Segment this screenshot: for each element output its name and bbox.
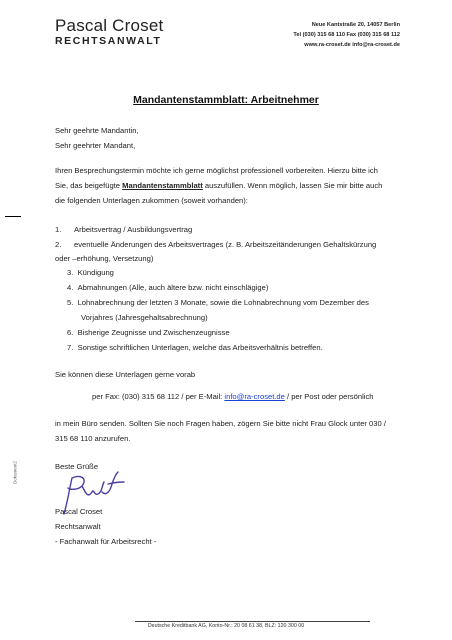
list-item xyxy=(67,268,114,277)
list-item xyxy=(67,343,323,352)
document-title: Mandantenstammblatt: Arbeitnehmer xyxy=(133,94,319,106)
send-post: / per Post oder persönlich xyxy=(284,392,374,401)
letterhead-subtitle: RECHTSANWALT xyxy=(55,35,162,47)
closing: Beste Grüße xyxy=(55,462,99,471)
intro-line-2-bold: Mandantenstammblatt xyxy=(122,181,203,190)
list-item xyxy=(67,283,268,292)
list-item xyxy=(67,328,230,337)
list-number: 6. xyxy=(67,328,74,337)
list-text: Lohnabrechnung der letzten 3 Monate, sowie die Lohnabrechnung vom Dezember des xyxy=(77,298,369,307)
letterhead-address: Neue Kantstraße 20, 14057 Berlin xyxy=(311,22,400,28)
letterhead-name: Pascal Croset xyxy=(55,16,164,35)
list-text: Sonstige schriftlichen Unterlagen, welche das Arbeitsverhältnis betreffen. xyxy=(77,343,323,352)
letterhead-web-email: www.ra-croset.de info@ra-croset.de xyxy=(304,42,400,48)
send-intro: Sie können diese Unterlagen gerne vorab xyxy=(55,370,196,379)
office-line-1: in mein Büro senden. Sollten Sie noch Fragen haben, zögern Sie bitte nicht Frau Glock unter 030 / xyxy=(55,419,386,428)
sign-specialty: - Fachanwalt für Arbeitsrecht - xyxy=(55,537,157,546)
list-item-continuation: oder –erhöhung, Versetzung) xyxy=(55,254,154,263)
greeting-line-1: Sehr geehrte Mandantin, xyxy=(55,126,139,135)
list-number: 1. xyxy=(55,225,62,234)
list-number: 4. xyxy=(67,283,74,292)
footer-bank-info: Deutsche Kreditbank AG, Konto-Nr.: 20 08 61 38, BLZ: 120 300 00 xyxy=(147,623,305,629)
office-line-2: 315 68 110 anzurufen. xyxy=(55,434,131,443)
intro-line-2 xyxy=(55,181,382,190)
side-document-note: Dokument2 xyxy=(12,461,18,485)
list-text: eventuelle Änderungen des Arbeitsvertrages (z. B. Arbeitszeitänderungen Gehaltskürzung xyxy=(74,240,377,249)
list-item xyxy=(55,225,192,234)
list-number: 5. xyxy=(67,298,74,307)
list-text: Bisherige Zeugnisse und Zwischenzeugnisse xyxy=(77,328,230,337)
send-options xyxy=(92,392,374,401)
sign-name: Pascal Croset xyxy=(55,507,103,516)
letterhead-phone-fax: Tel (030) 315 68 110 Fax (030) 315 68 112 xyxy=(293,32,400,38)
intro-line-2-pre: Sie, das beigefügte xyxy=(55,181,123,190)
list-item-continuation: Vorjahres (Jahresgehaltsabrechnung) xyxy=(81,313,208,322)
list-number: 3. xyxy=(67,268,74,277)
footer-divider xyxy=(135,621,370,622)
list-text: Kündigung xyxy=(77,268,114,277)
list-number: 7. xyxy=(67,343,74,352)
intro-line-3: die folgenden Unterlagen zukommen (soweit vorhanden): xyxy=(55,196,248,205)
sign-title: Rechtsanwalt xyxy=(55,522,101,531)
greeting-line-2: Sehr geehrter Mandant, xyxy=(55,141,136,150)
send-fax: per Fax: (030) 315 68 112 / per E-Mail: xyxy=(92,392,225,401)
email-link[interactable]: info@ra-croset.de xyxy=(224,392,285,401)
list-number: 2. xyxy=(55,240,62,249)
intro-line-1: Ihren Besprechungstermin möchte ich gerne möglichst professionell vorbereiten. Hierzu bitte ich xyxy=(55,166,378,175)
list-text: Abmahnungen (Alle, auch ältere bzw. nicht einschlägige) xyxy=(77,283,269,292)
list-item xyxy=(67,298,369,307)
list-item xyxy=(55,240,376,249)
intro-line-2-post: auszufüllen. Wenn möglich, lassen Sie mir bitte auch xyxy=(202,181,383,190)
list-text: Arbeitsvertrag / Ausbildungsvertrag xyxy=(74,225,193,234)
fold-mark xyxy=(5,216,21,217)
